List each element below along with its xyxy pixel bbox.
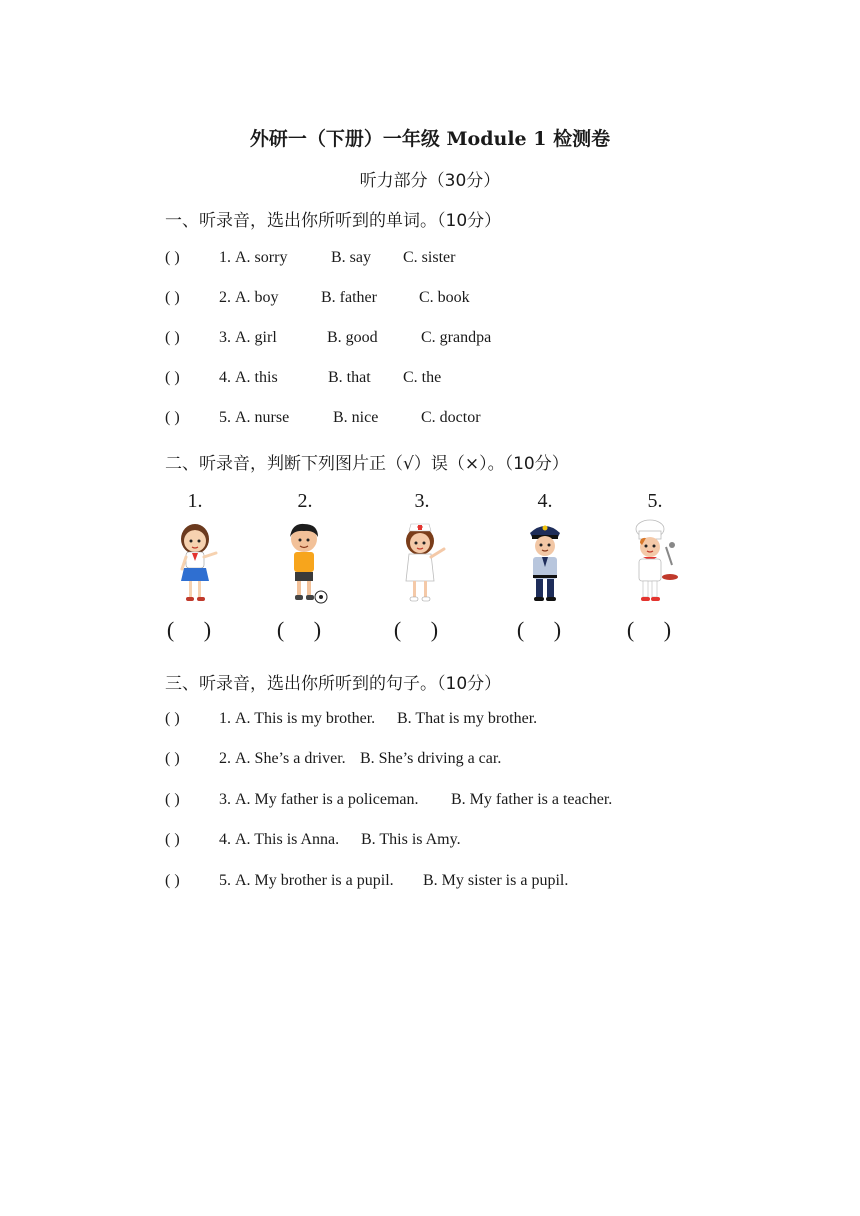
picture-5 — [620, 490, 690, 643]
answer-blank: ( ) — [626, 617, 684, 642]
option-b: B. My father is a teacher. — [451, 791, 613, 808]
question-number: 2. — [219, 289, 231, 306]
question-number: 4. — [219, 831, 231, 848]
question-number: 5. — [219, 872, 231, 889]
option-c: C. grandpa — [421, 329, 492, 346]
question-number: 5. — [219, 409, 231, 426]
answer-blank: ( ) — [165, 710, 180, 727]
option-a: A. girl — [235, 329, 277, 346]
picture-3 — [387, 490, 457, 643]
option-b: B. father — [321, 289, 377, 306]
s1-question-3 — [165, 329, 491, 347]
option-a: A. This is my brother. — [235, 710, 376, 727]
s3-question-2 — [165, 750, 501, 768]
answer-blank: ( ) — [165, 750, 180, 767]
answer-blank: ( ) — [165, 409, 180, 426]
picture-1 — [160, 490, 230, 643]
option-a: A. this — [235, 369, 278, 386]
nurse-icon — [394, 517, 450, 607]
option-b: B. She’s driving a car. — [360, 750, 502, 767]
question-number: 1. — [219, 710, 231, 727]
s3-question-1 — [165, 710, 537, 728]
answer-blank: ( ) — [165, 249, 180, 266]
answer-blank: ( ) — [165, 289, 180, 306]
section-2-heading: 二、听录音，判断下列图片正（√）误（×）。（10分） — [165, 454, 569, 474]
picture-number: 2. — [297, 490, 313, 512]
option-c: C. book — [419, 289, 470, 306]
picture-number: 4. — [537, 490, 553, 512]
option-a: A. She’s a driver. — [235, 750, 346, 767]
option-c: C. the — [403, 369, 442, 386]
picture-number: 1. — [187, 490, 203, 512]
picture-2 — [270, 490, 340, 643]
option-b: B. This is Amy. — [361, 831, 461, 848]
s3-question-5 — [165, 872, 568, 890]
option-b: B. say — [331, 249, 371, 266]
option-c: C. sister — [403, 249, 456, 266]
option-a: A. This is Anna. — [235, 831, 340, 848]
option-a: A. My brother is a pupil. — [235, 872, 394, 889]
s1-question-4 — [165, 369, 441, 387]
answer-blank: ( ) — [393, 617, 451, 642]
picture-4 — [510, 490, 580, 643]
question-number: 3. — [219, 791, 231, 808]
section-1-heading: 一、听录音，选出你所听到的单词。（10分） — [165, 211, 502, 231]
question-number: 3. — [219, 329, 231, 346]
question-number: 1. — [219, 249, 231, 266]
s3-question-3 — [165, 791, 612, 809]
picture-number: 5. — [647, 490, 663, 512]
option-c: C. doctor — [421, 409, 481, 426]
girl-student-icon — [170, 517, 220, 607]
option-a: A. sorry — [235, 249, 288, 266]
option-b: B. That is my brother. — [397, 710, 538, 727]
answer-blank: ( ) — [165, 872, 180, 889]
answer-blank: ( ) — [165, 369, 180, 386]
answer-blank: ( ) — [516, 617, 574, 642]
answer-blank: ( ) — [166, 617, 224, 642]
page-subtitle: 听力部分（30分） — [359, 171, 501, 191]
policeman-icon — [520, 517, 570, 607]
question-number: 2. — [219, 750, 231, 767]
section-3-heading: 三、听录音，选出你所听到的句子。（10分） — [165, 674, 502, 694]
option-b: B. that — [328, 369, 371, 386]
question-number: 4. — [219, 369, 231, 386]
answer-blank: ( ) — [165, 831, 180, 848]
s3-question-4 — [165, 831, 461, 849]
s1-question-2 — [165, 289, 470, 307]
page-title: 外研一（下册）一年级 Module 1 检测卷 — [249, 128, 611, 150]
answer-blank: ( ) — [165, 329, 180, 346]
option-a: A. boy — [235, 289, 279, 306]
answer-blank: ( ) — [165, 791, 180, 808]
option-b: B. good — [327, 329, 378, 346]
boy-football-icon — [280, 517, 330, 607]
s1-question-1 — [165, 249, 455, 267]
picture-number: 3. — [414, 490, 430, 512]
answer-blank: ( ) — [276, 617, 334, 642]
option-b: B. My sister is a pupil. — [423, 872, 569, 889]
option-b: B. nice — [333, 409, 379, 426]
option-a: A. My father is a policeman. — [235, 791, 419, 808]
chef-icon — [628, 517, 682, 607]
s1-question-5 — [165, 409, 481, 427]
option-a: A. nurse — [235, 409, 290, 426]
